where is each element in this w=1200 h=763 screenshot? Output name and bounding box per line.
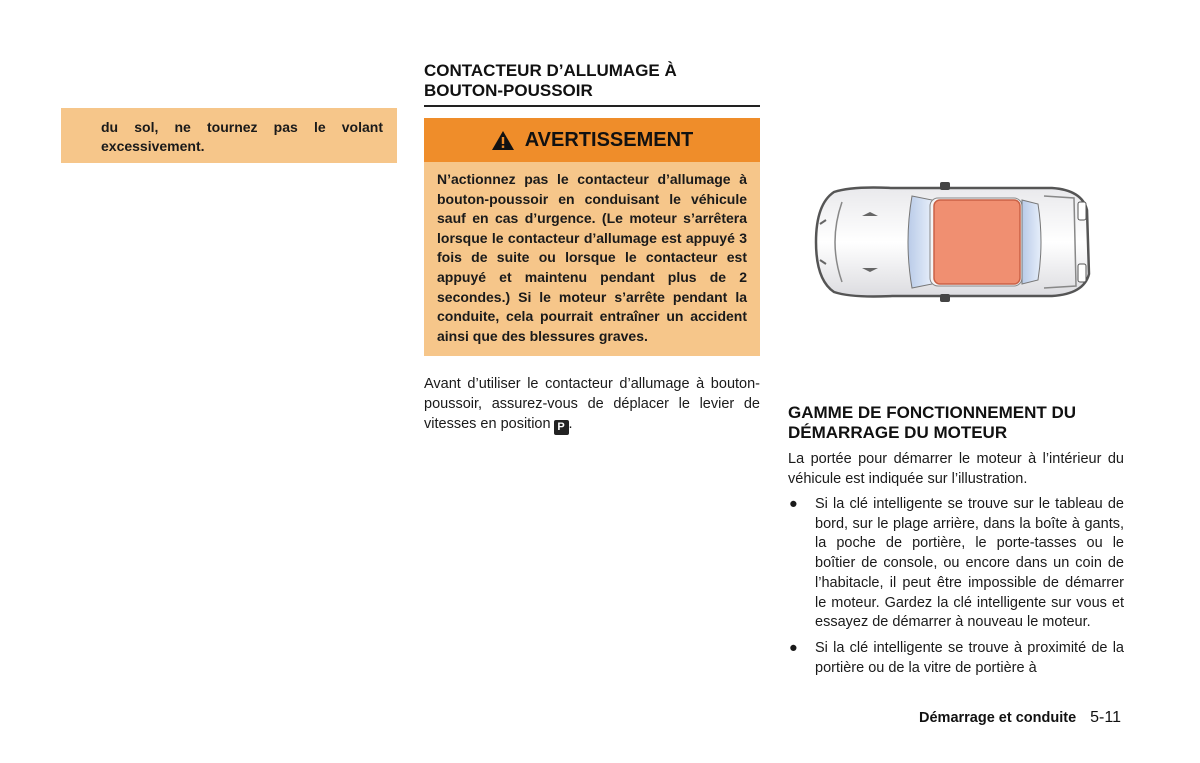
page-footer [919,709,1121,727]
park-position-icon: P [554,420,569,435]
page-number: 5-11 [1090,709,1121,726]
list-item [788,495,1124,633]
list-item [788,639,1124,678]
warning-header [424,118,760,162]
car-top-view-icon [812,180,1092,304]
instruction-text: Avant d’utiliser le contacteur d’allumage à bouton-poussoir, assurez-vous de déplacer le levier de vitesses en position [424,376,760,433]
section-title-start-range: GAMME DE FONCTIONNEMENT DU DÉMARRAGE DU MOTEUR [788,403,1077,442]
bullet-text: Si la clé intelligente se trouve sur le tableau de bord, sur le plage arrière, dans la boîte à gants, la poche de portière, le porte-tasses ou le boîtier de console, ou encore dans un coin de l’habitacle, il peut être impossible de démarrer le moteur. Gardez la clé intelligente sur vous et essayez de démarrer à nouveau le moteur. [815,496,1124,631]
footer-section-name: Démarrage et conduite [919,710,1077,726]
bullet-icon: ● [789,496,798,512]
warning-box [424,118,760,356]
intro-paragraph: La portée pour démarrer le moteur à l’intérieur du véhicule est indiquée sur l’illustration. [788,451,1124,487]
instruction-end: . [568,416,573,433]
section-title-push-button: CONTACTEUR D’ALLUMAGE À BOUTON-POUSSOIR [424,61,760,107]
warning-heading: AVERTISSEMENT [524,128,694,151]
bullet-list [788,495,1124,678]
bullet-icon: ● [789,639,798,656]
bullet-text: Si la clé intelligente se trouve à proximité de la portière ou de la vitre de portière à [815,639,1124,676]
warning-continuation-box [61,108,397,163]
instruction-paragraph [424,374,760,435]
middle-column [424,61,760,450]
warning-triangle-icon [491,130,515,151]
warning-text: N’actionnez pas le contacteur d’allumage à bouton-poussoir en conduisant le véhicule sauf en cas d’urgence. (Le moteur s’arrêtera lorsque le contacteur d’allumage est appuyé 3 fois de suite ou lorsque le contacteur est appuyé et maintenu pendant plus de 2 secondes.) Si le moteur s’arrête pendant la conduite, cela pourrait entraîner un accident ainsi que des blessures graves. [437,171,747,344]
warning-continuation-text: du sol, ne tournez pas le volant excessivement. [101,119,383,154]
right-column [788,403,1124,684]
